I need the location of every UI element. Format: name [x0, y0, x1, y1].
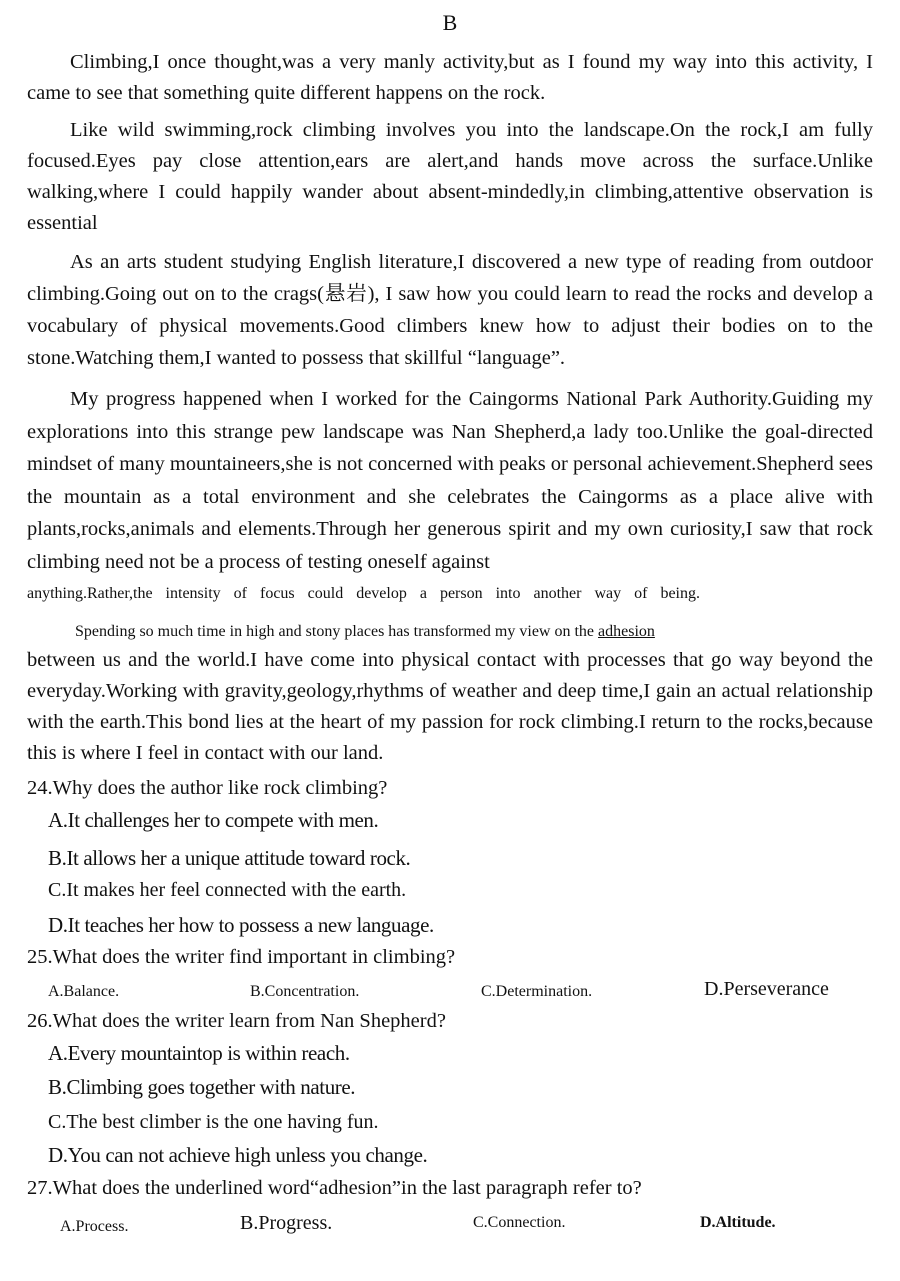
question-24-option-c: C.It makes her feel connected with the earth. [48, 879, 407, 901]
question-24-option-b: B.It allows her a unique attitude toward rock. [48, 846, 411, 870]
question-26-stem: 26.What does the writer learn from Nan Shepherd? [27, 1010, 446, 1032]
question-26-option-b: B.Climbing goes together with nature. [48, 1075, 356, 1099]
underlined-word-adhesion: adhesion [598, 623, 655, 640]
question-26-option-c: C.The best climber is the one having fun. [48, 1111, 379, 1133]
section-heading: B [442, 10, 458, 35]
question-27-option-a: A.Process. [60, 1218, 129, 1235]
passage-paragraph-2: Like wild swimming,rock climbing involves you into the landscape.On the rock,I am fully focused.Eyes pay close attention,ears are alert,and hands move across the surface.Unlike walking,where I could happily wander about absent-mindedly,in climbing,attentive observation is essential [27, 119, 873, 234]
question-27-option-b: B.Progress. [240, 1212, 333, 1234]
question-25-option-a: A.Balance. [48, 983, 120, 1000]
question-27-stem: 27.What does the underlined word“adhesion”in the last paragraph refer to? [27, 1177, 642, 1199]
paragraph-5-body: between us and the world.I have come into physical contact with processes that go way beyond the everyday.Working with gravity,geology,rhythms of weather and deep time,I gain an actual relationship with the earth.This bond lies at the heart of my passion for rock climbing.I return to the rocks,because this is where I feel in contact with our land. [27, 649, 873, 764]
paragraph-5-first-line [27, 618, 873, 645]
passage-paragraph-3: As an arts student studying English literature,I discovered a new type of reading from outdoor climbing.Going out on to the crags(悬岩), I saw how you could learn to read the rocks and develop a vocabulary of physical movements.Good climbers knew how to adjust their bodies on to the stone.Watching them,I wanted to possess that skillful “language”. [27, 251, 873, 369]
question-27-option-d: D.Altitude. [700, 1214, 776, 1231]
passage-paragraph-4-tail: anything.Rather,the intensity of focus could develop a person into another way of being. [27, 585, 700, 602]
question-25-option-c: C.Determination. [481, 983, 593, 1000]
question-26-option-d: D.You can not achieve high unless you change. [48, 1143, 428, 1167]
paragraph-5-lead: Spending so much time in high and stony places has transformed my view on the [75, 623, 595, 640]
question-24-option-a: A.It challenges her to compete with men. [48, 808, 379, 832]
question-24-option-d: D.It teaches her how to possess a new language. [48, 913, 434, 937]
question-25-option-b: B.Concentration. [250, 983, 360, 1000]
passage-paragraph-1: Climbing,I once thought,was a very manly activity,but as I found my way into this activity, I came to see that something quite different happens on the rock. [27, 51, 873, 104]
question-24-stem: 24.Why does the author like rock climbing? [27, 777, 388, 799]
passage-paragraph-5 [27, 618, 873, 769]
question-25-stem: 25.What does the writer find important in climbing? [27, 946, 456, 968]
question-26-option-a: A.Every mountaintop is within reach. [48, 1041, 350, 1065]
passage-paragraph-4: My progress happened when I worked for the Caingorms National Park Authority.Guiding my explorations into this strange pew landscape was Nan Shepherd,a lady too.Unlike the goal-directed mindset of many mountaineers,she is not concerned with peaks or personal achievement.Shepherd sees the mountain as a total environment and she celebrates the Caingorms as a place alive with plants,rocks,animals and elements.Through her generous spirit and my own curiosity,I saw that rock climbing need not be a process of testing oneself against [27, 388, 873, 573]
question-27-option-c: C.Connection. [473, 1214, 566, 1231]
question-25-option-d: D.Perseverance [704, 978, 829, 1000]
